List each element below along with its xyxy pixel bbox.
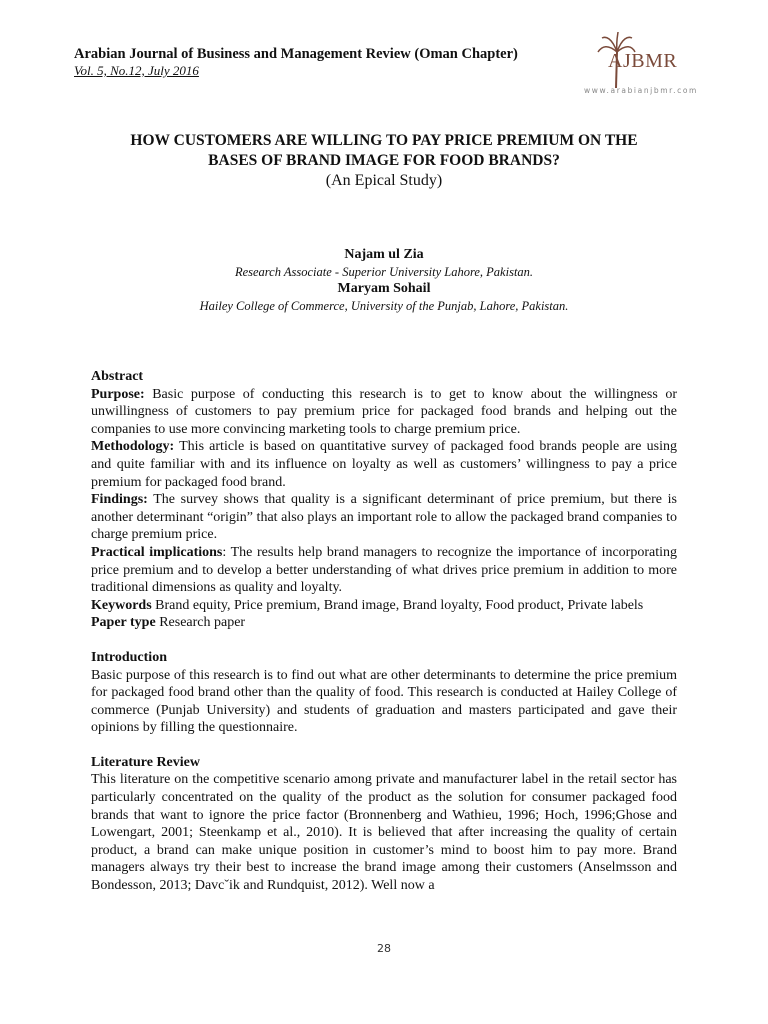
abstract-methodology — [91, 438, 677, 491]
section-gap — [91, 632, 677, 649]
author-name: Najam ul Zia — [344, 247, 424, 262]
logo-text: AJBMR — [608, 50, 678, 72]
findings-text: The survey shows that quality is a significant determinant of price premium, but there is another determinant “origin” that also plays an important role to allow the packaged brand companies to charge premium price. — [91, 492, 677, 543]
introduction-text: Basic purpose of this research is to find out what are other determinants to determine the price premium for packaged food brand other than the quality of food. This research is conducted at Hailey College of commerce (Punjab University) and students of graduation and masters participated and gave their opinions by filling the questionnaire. — [91, 667, 677, 736]
paper-subtitle: (An Epical Study) — [325, 172, 443, 189]
author-affiliation: Research Associate - Superior University Lahore, Pakistan. — [234, 265, 534, 279]
abstract-findings — [91, 491, 677, 544]
introduction-heading: Introduction — [91, 649, 167, 665]
methodology-text: This article is based on quantitative survey of packaged food brands people are using and quite familiar with and its influence on loyalty as well as customers’ willingness to pay a price premium for packaged food brand. — [91, 439, 677, 490]
literature-review-heading: Literature Review — [91, 754, 200, 770]
journal-logo — [584, 26, 698, 96]
title-block — [74, 131, 694, 191]
implications-label: Practical implications — [91, 544, 223, 560]
paper-type-label: Paper type — [91, 615, 156, 631]
author-name: Maryam Sohail — [337, 281, 431, 296]
page-number: 28 — [377, 942, 391, 955]
implications-text: : The results help brand managers to recognize the importance of incorporating price premium and to develop a better understanding of what drives price premium in addition to more traditional dimensions as quality and loyalty. — [91, 544, 677, 596]
abstract-keywords — [91, 597, 677, 615]
abstract-implications — [91, 544, 677, 597]
journal-header — [74, 46, 698, 95]
journal-url: www.arabianjbmr.com — [584, 86, 698, 95]
paper-title-line-1: HOW CUSTOMERS ARE WILLING TO PAY PRICE PREMIUM ON THE — [130, 132, 638, 149]
abstract-paper-type — [91, 614, 677, 632]
findings-label: Findings: — [91, 492, 148, 508]
paper-title-line-2: BASES OF BRAND IMAGE FOR FOOD BRANDS? — [208, 152, 560, 169]
journal-volume: Vol. 5, No.12, July 2016 — [74, 63, 199, 78]
keywords-text: Brand equity, Price premium, Brand image, Brand loyalty, Food product, Private labels — [151, 597, 644, 613]
authors-block — [74, 246, 694, 314]
abstract-heading: Abstract — [91, 369, 144, 384]
abstract-purpose — [91, 386, 677, 439]
journal-title: Arabian Journal of Business and Management Review (Oman Chapter) — [74, 46, 518, 62]
purpose-label: Purpose: — [91, 386, 145, 402]
section-gap — [91, 737, 677, 754]
author-affiliation: Hailey College of Commerce, University of the Punjab, Lahore, Pakistan. — [199, 299, 569, 313]
purpose-text: Basic purpose of conducting this research is to get to know about the willingness or unwillingness of customers to pay premium price for packaged food brands and helping out the companies to use more convincing marketing tools to charge premium price. — [91, 386, 677, 437]
paper-type-text: Research paper — [155, 615, 246, 631]
paper-body — [91, 368, 677, 895]
methodology-label: Methodology: — [91, 439, 175, 455]
keywords-label: Keywords — [91, 597, 152, 613]
literature-review-text: This literature on the competitive scenario among private and manufacturer label in the retail sector has particularly concentrated on the quality of the product as the solution for consumer packaged food brands that want to ignore the price factor (Bronnenberg and Wathieu, 1996; Hoch, 1996;Ghose and Lowengart, 2001; Steenkamp et al., 2010). It is believed that after increasing the quality of certain product, a brand can make unique position in customer’s mind to boost him to pay more. Brand managers always try their best to increase the brand image among their customers (Anselmsson and Bondesson, 2013; Davcˇik and Rundquist, 2012). Well now a — [91, 772, 677, 894]
